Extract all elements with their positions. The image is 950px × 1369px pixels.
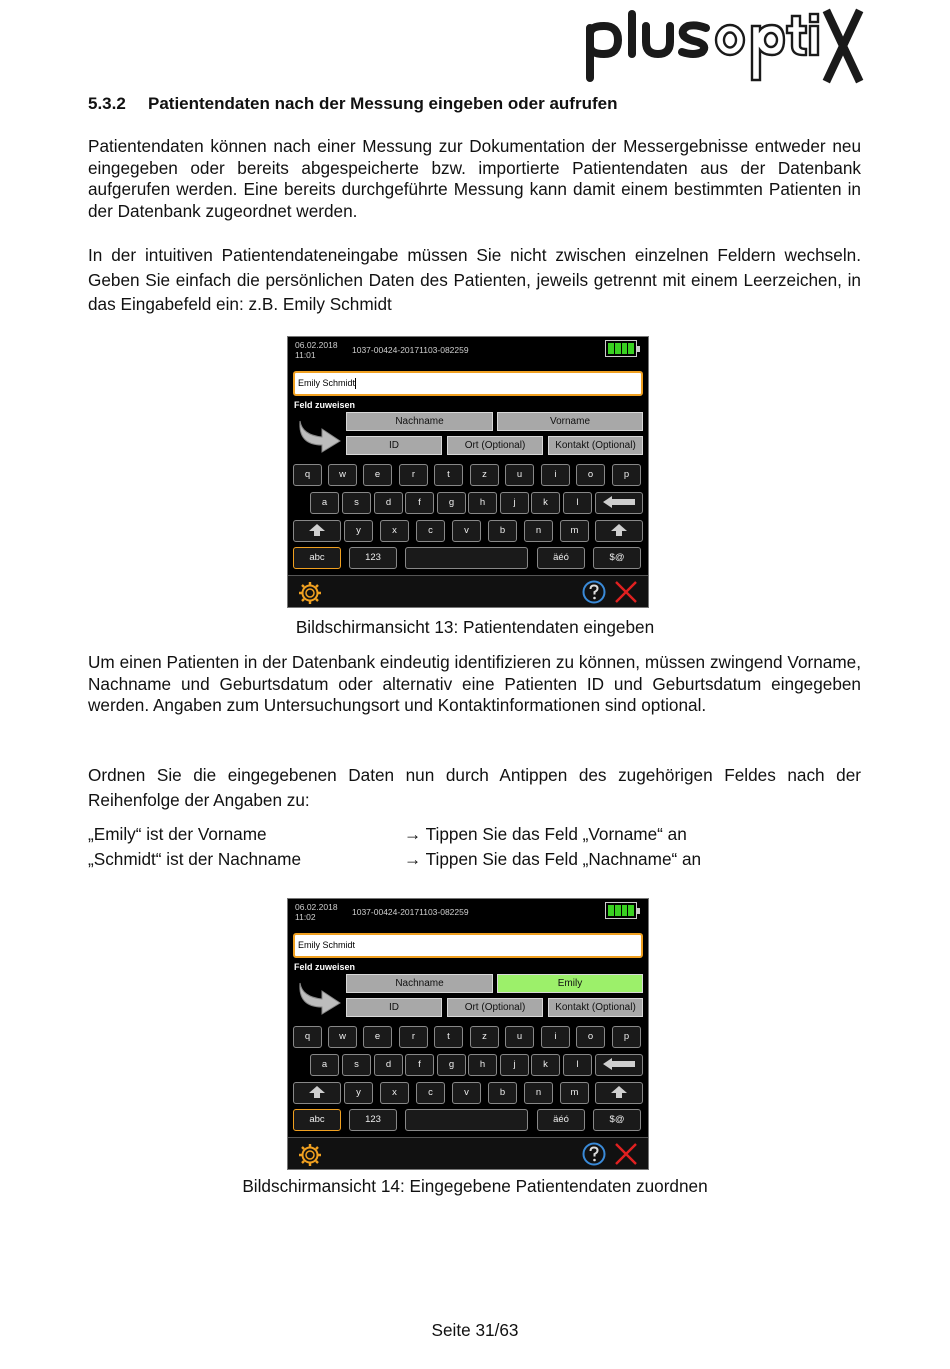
key-q[interactable]: q xyxy=(293,1026,322,1048)
screen-date: 06.02.2018 xyxy=(295,902,338,912)
text-cursor xyxy=(355,378,356,389)
field-id-button[interactable]: ID xyxy=(346,998,442,1017)
plusoptix-logo xyxy=(584,8,864,84)
key-k[interactable]: k xyxy=(531,1054,560,1076)
key-s[interactable]: s xyxy=(342,492,371,514)
mode-123-key[interactable]: 123 xyxy=(349,1109,397,1131)
patient-data-input-value: Emily Schmidt xyxy=(298,378,356,388)
key-c[interactable]: c xyxy=(416,1082,445,1104)
patient-data-input[interactable] xyxy=(293,371,643,396)
key-d[interactable]: d xyxy=(374,492,403,514)
screen-datetime xyxy=(295,902,338,922)
key-a[interactable]: a xyxy=(310,492,339,514)
key-r[interactable]: r xyxy=(399,1026,428,1048)
shift-icon xyxy=(308,523,326,537)
screen-time: 11:02 xyxy=(295,912,316,922)
help-icon[interactable] xyxy=(582,1142,606,1166)
space-key[interactable] xyxy=(405,547,528,569)
patient-data-input-value: Emily Schmidt xyxy=(298,940,356,950)
field-lastname-button[interactable]: Nachname xyxy=(346,412,493,431)
mode-symbol-key[interactable]: $@ xyxy=(593,547,641,569)
field-firstname-button[interactable]: Emily xyxy=(497,974,643,993)
screen-bottom-bar xyxy=(288,575,649,608)
key-u[interactable]: u xyxy=(505,464,534,486)
field-place-button[interactable]: Ort (Optional) xyxy=(447,436,543,455)
mode-abc-key[interactable]: abc xyxy=(293,1109,341,1131)
mode-symbol-key[interactable]: $@ xyxy=(593,1109,641,1131)
assign-field-label: Feld zuweisen xyxy=(294,962,356,972)
section-title: Patientendaten nach der Messung eingeben oder aufrufen xyxy=(148,94,618,113)
key-z[interactable]: z xyxy=(470,1026,499,1048)
key-s[interactable]: s xyxy=(342,1054,371,1076)
paragraph-assign-instructions: Ordnen Sie die eingegebenen Daten nun durch Antippen des zugehörigen Feldes nach der Reihenfolge der Angaben zu: xyxy=(88,765,861,810)
close-icon[interactable] xyxy=(614,1142,638,1166)
paragraph-identification: Um einen Patienten in der Datenbank eindeutig identifizieren zu können, müssen zwingend Vorname, Nachname und Geburtsdatum oder alternativ eine Patienten ID und Geburtsdatum eingegeben werden. Angaben zum Untersuchungsort und Kontaktinformationen sind optional. xyxy=(88,652,861,716)
assign-field-label: Feld zuweisen xyxy=(294,400,356,410)
key-c[interactable]: c xyxy=(416,520,445,542)
battery-icon xyxy=(605,902,637,919)
gear-icon[interactable] xyxy=(298,581,322,605)
key-h[interactable]: h xyxy=(468,492,497,514)
key-k[interactable]: k xyxy=(531,492,560,514)
field-firstname-button[interactable]: Vorname xyxy=(497,412,643,431)
help-icon[interactable] xyxy=(582,580,606,604)
key-q[interactable]: q xyxy=(293,464,322,486)
key-n[interactable]: n xyxy=(524,1082,553,1104)
screen-date: 06.02.2018 xyxy=(295,340,338,350)
curved-arrow-icon xyxy=(296,977,344,1015)
key-a[interactable]: a xyxy=(310,1054,339,1076)
field-id-button[interactable]: ID xyxy=(346,436,442,455)
field-lastname-button[interactable]: Nachname xyxy=(346,974,493,993)
key-e[interactable]: e xyxy=(363,1026,392,1048)
key-e[interactable]: e xyxy=(363,464,392,486)
key-l[interactable]: l xyxy=(563,1054,592,1076)
key-y[interactable]: y xyxy=(344,1082,373,1104)
measurement-id: 1037-00424-20171103-082259 xyxy=(352,345,469,355)
key-o[interactable]: o xyxy=(576,464,605,486)
key-y[interactable]: y xyxy=(344,520,373,542)
backspace-icon xyxy=(602,1057,636,1071)
battery-icon xyxy=(605,340,637,357)
section-heading xyxy=(88,94,617,114)
screen-bottom-bar xyxy=(288,1137,649,1170)
curved-arrow-icon xyxy=(296,415,344,453)
key-x[interactable]: x xyxy=(380,520,409,542)
key-j[interactable]: j xyxy=(500,1054,529,1076)
key-p[interactable]: p xyxy=(612,464,641,486)
field-place-button[interactable]: Ort (Optional) xyxy=(447,998,543,1017)
key-d[interactable]: d xyxy=(374,1054,403,1076)
shift-icon xyxy=(308,1085,326,1099)
section-number: 5.3.2 xyxy=(88,94,126,113)
key-b[interactable]: b xyxy=(488,520,517,542)
backspace-key[interactable] xyxy=(595,1054,643,1076)
shift-key-left[interactable] xyxy=(293,1082,341,1104)
key-h[interactable]: h xyxy=(468,1054,497,1076)
key-g[interactable]: g xyxy=(437,492,466,514)
key-w[interactable]: w xyxy=(328,1026,357,1048)
device-screen-2 xyxy=(287,898,649,1170)
assignment-right: → Tippen Sie das Feld „Vorname“ an xyxy=(404,824,687,844)
mode-123-key[interactable]: 123 xyxy=(349,547,397,569)
mode-umlaut-key[interactable]: äéó xyxy=(537,547,585,569)
close-icon[interactable] xyxy=(614,580,638,604)
patient-data-input[interactable] xyxy=(293,933,643,958)
key-f[interactable]: f xyxy=(405,1054,434,1076)
measurement-id: 1037-00424-20171103-082259 xyxy=(352,907,469,917)
key-g[interactable]: g xyxy=(437,1054,466,1076)
key-p[interactable]: p xyxy=(612,1026,641,1048)
key-b[interactable]: b xyxy=(488,1082,517,1104)
key-j[interactable]: j xyxy=(500,492,529,514)
caption-screen-14: Bildschirmansicht 14: Eingegebene Patientendaten zuordnen xyxy=(242,1176,708,1196)
key-r[interactable]: r xyxy=(399,464,428,486)
key-m[interactable]: m xyxy=(560,1082,589,1104)
device-screen-1 xyxy=(287,336,649,608)
screen-time: 11:01 xyxy=(295,350,316,360)
shift-icon xyxy=(610,523,628,537)
paragraph-input-hint: In der intuitiven Patientendateneingabe müssen Sie nicht zwischen einzelnen Feldern wechseln. Geben Sie einfach die persönlichen Daten des Patienten, jeweils getrennt mit einem Leerzeichen, in das Eingabefeld ein: z.B. Emily Schmidt xyxy=(88,245,861,314)
page-number: Seite 31/63 xyxy=(431,1320,519,1340)
assignment-left: „Schmidt“ ist der Nachname xyxy=(88,849,302,869)
field-contact-button[interactable]: Kontakt (Optional) xyxy=(548,998,643,1017)
shift-icon xyxy=(610,1085,628,1099)
key-x[interactable]: x xyxy=(380,1082,409,1104)
screen-datetime xyxy=(295,340,338,360)
gear-icon[interactable] xyxy=(298,1143,322,1167)
key-i[interactable]: i xyxy=(541,464,570,486)
shift-key-right[interactable] xyxy=(595,520,643,542)
key-f[interactable]: f xyxy=(405,492,434,514)
shift-key-left[interactable] xyxy=(293,520,341,542)
space-key[interactable] xyxy=(405,1109,528,1131)
caption-screen-13: Bildschirmansicht 13: Patientendaten eingeben xyxy=(295,617,655,637)
backspace-key[interactable] xyxy=(595,492,643,514)
field-contact-button[interactable]: Kontakt (Optional) xyxy=(548,436,643,455)
key-z[interactable]: z xyxy=(470,464,499,486)
key-u[interactable]: u xyxy=(505,1026,534,1048)
key-v[interactable]: v xyxy=(452,520,481,542)
mode-umlaut-key[interactable]: äéó xyxy=(537,1109,585,1131)
mode-abc-key[interactable]: abc xyxy=(293,547,341,569)
key-n[interactable]: n xyxy=(524,520,553,542)
key-i[interactable]: i xyxy=(541,1026,570,1048)
paragraph-intro: Patientendaten können nach einer Messung zur Dokumentation der Messergebnisse entweder neu eingegeben oder bereits abgespeicherte bzw. importierte Patientendaten aus der Datenbank aufgerufen werden. Eine bereits durchgeführte Messung kann damit einem bestimmten Patienten in der Datenbank zugeordnet werden. xyxy=(88,136,861,221)
assignment-right: → Tippen Sie das Feld „Nachname“ an xyxy=(404,849,702,869)
backspace-icon xyxy=(602,495,636,509)
key-t[interactable]: t xyxy=(434,1026,463,1048)
key-m[interactable]: m xyxy=(560,520,589,542)
key-t[interactable]: t xyxy=(434,464,463,486)
shift-key-right[interactable] xyxy=(595,1082,643,1104)
key-l[interactable]: l xyxy=(563,492,592,514)
key-w[interactable]: w xyxy=(328,464,357,486)
key-o[interactable]: o xyxy=(576,1026,605,1048)
assignment-left: „Emily“ ist der Vorname xyxy=(88,824,267,844)
key-v[interactable]: v xyxy=(452,1082,481,1104)
